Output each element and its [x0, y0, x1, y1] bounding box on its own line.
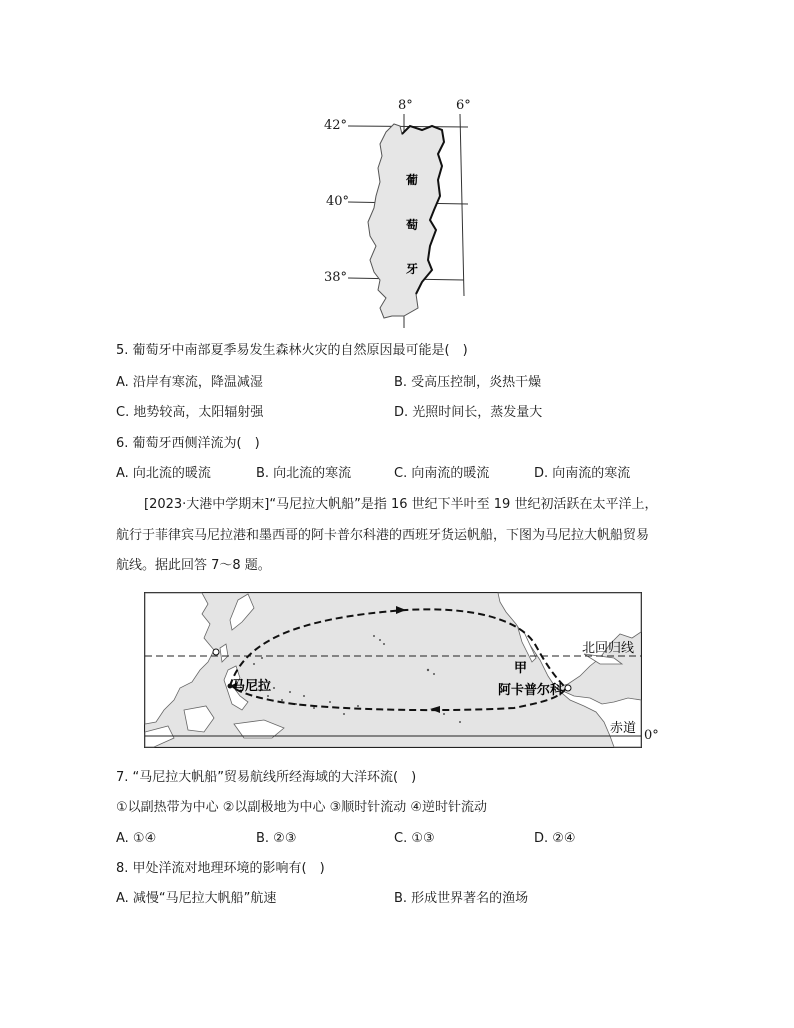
manila-label: 马尼拉	[232, 679, 272, 694]
pacific-route-map	[144, 592, 642, 748]
pacific-map-svg	[144, 592, 642, 748]
tropic-label: 北回归线	[582, 641, 635, 656]
q5-option-b: B. 受高压控制，炎热干燥	[394, 375, 542, 390]
equator-zero-label: 0°	[644, 728, 659, 743]
q8-stem: 8. 甲处洋流对地理环境的影响有( )	[116, 861, 325, 876]
equator-label: 赤道	[610, 721, 637, 736]
q7-option-a: A. ①④	[116, 831, 157, 846]
q6-stem: 6. 葡萄牙西侧洋流为( )	[116, 436, 260, 451]
passage-line-1: [2023·大港中学期末]“马尼拉大帆船”是指 16 世纪下半叶至 19 世纪初活跃在太平洋上，	[144, 497, 658, 512]
lon-6-line	[460, 114, 464, 296]
jia-label: 甲	[514, 661, 528, 676]
q8-option-b: B. 形成世界著名的渔场	[394, 891, 529, 906]
q7-option-b: B. ②③	[256, 831, 297, 846]
q5-stem: 5. 葡萄牙中南部夏季易发生森林火灾的自然原因最可能是( )	[116, 343, 468, 358]
country-char-3: 牙	[406, 262, 419, 276]
q6-option-d: D. 向南流的寒流	[534, 466, 631, 481]
lat-42-label: 42°	[324, 118, 348, 133]
q5-option-c: C. 地势较高，太阳辐射强	[116, 405, 264, 420]
q7-option-c: C. ①③	[394, 831, 435, 846]
q7-option-d: D. ②④	[534, 831, 576, 846]
q8-option-a: A. 减慢“马尼拉大帆船”航速	[116, 891, 277, 906]
q7-statements: ①以副热带为中心 ②以副极地为中心 ③顺时针流动 ④逆时针流动	[116, 800, 488, 815]
q5-option-a: A. 沿岸有寒流，降温减湿	[116, 375, 263, 390]
country-char-1: 葡	[406, 173, 419, 187]
acapulco-label: 阿卡普尔科	[498, 683, 564, 698]
lat-40-label: 40°	[326, 194, 350, 209]
passage-line-3: 航线。据此回答 7～8 题。	[116, 558, 271, 573]
acapulco-port-marker	[565, 685, 571, 691]
q6-option-c: C. 向南流的暖流	[394, 466, 490, 481]
q6-option-a: A. 向北流的暖流	[116, 466, 211, 481]
passage-line-2: 航行于菲律宾马尼拉港和墨西哥的阿卡普尔科港的西班牙货运帆船，下图为马尼拉大帆船贸易	[116, 528, 650, 543]
lon-8-label: 8°	[398, 98, 413, 113]
q7-stem: 7. “马尼拉大帆船”贸易航线所经海域的大洋环流( )	[116, 770, 417, 785]
q6-option-b: B. 向北流的寒流	[256, 466, 352, 481]
country-char-2: 萄	[406, 218, 419, 232]
q5-option-d: D. 光照时间长，蒸发量大	[394, 405, 543, 420]
lon-6-label: 6°	[456, 98, 471, 113]
lat-38-label: 38°	[324, 270, 348, 285]
port-marker-north	[213, 649, 219, 655]
